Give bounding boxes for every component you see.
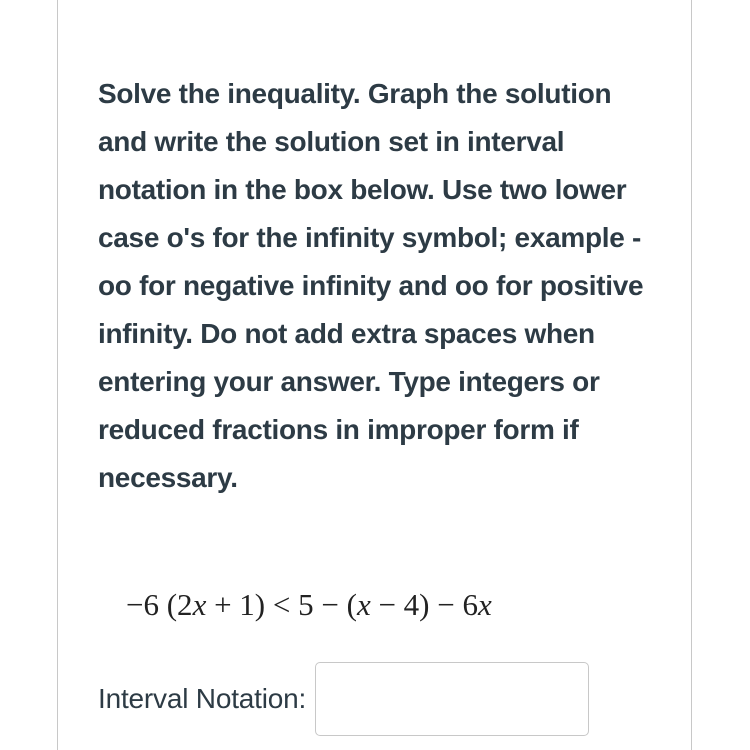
answer-row bbox=[98, 661, 589, 737]
equation-variable-1: x bbox=[192, 587, 207, 622]
equation-variable-2: x bbox=[356, 587, 371, 622]
interval-notation-label: Interval Notation: bbox=[98, 683, 307, 714]
equation-part-2: + 1) < 5 − ( bbox=[206, 587, 357, 622]
equation-part-3: − 4) − 6 bbox=[370, 587, 478, 622]
equation-variable-3: x bbox=[478, 587, 492, 622]
equation-part-1: −6 (2 bbox=[126, 587, 193, 622]
interval-notation-input[interactable] bbox=[315, 662, 589, 736]
question-instructions: Solve the inequality. Graph the solution and write the solution set in interval notation in the box below. Use two lower case o's for the infinity symbol; example -oo for negative infinity and oo for positive infinity. Do not add extra spaces when entering your answer. Type integers or reduced fractions in improper form if necessary. bbox=[98, 78, 644, 493]
inequality-equation bbox=[126, 583, 492, 627]
